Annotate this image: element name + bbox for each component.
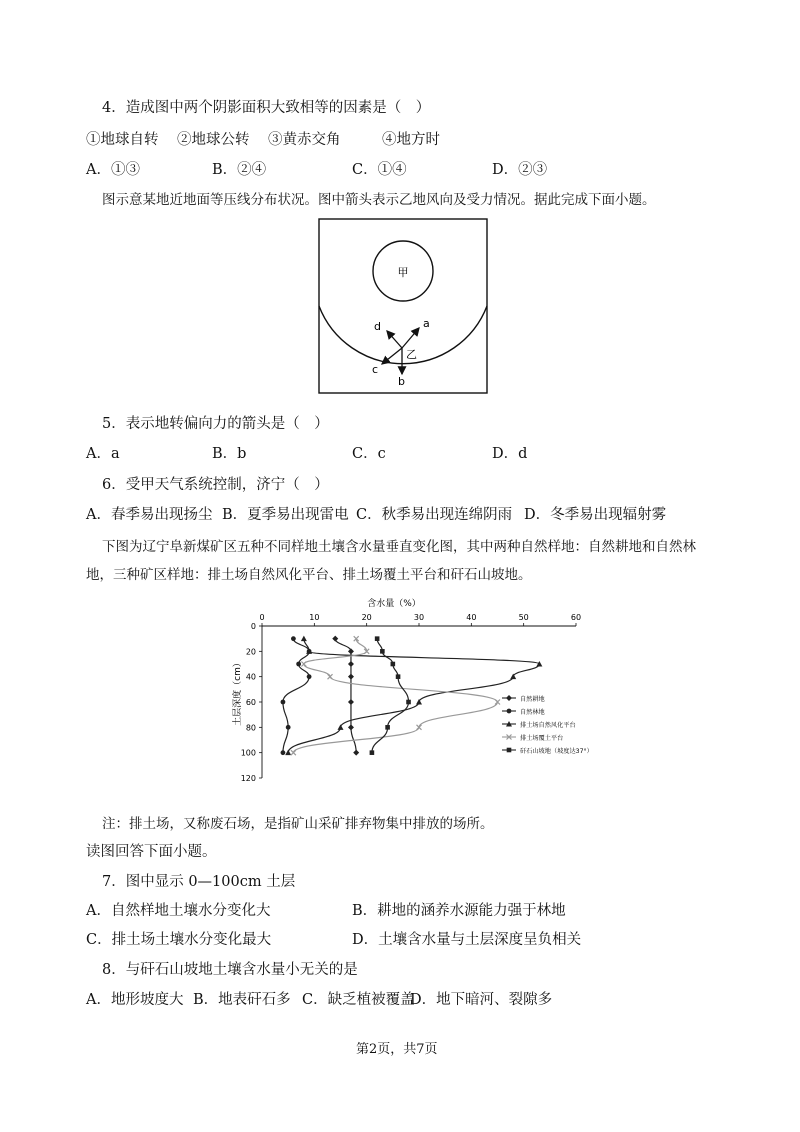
- y-tick-label: 80: [245, 723, 256, 733]
- q5-option-b: B．b: [212, 446, 247, 462]
- arrow-c: [382, 348, 402, 364]
- legend-label: 矸石山坡地（坡度达37°）: [520, 748, 593, 755]
- data-point: [370, 750, 375, 755]
- x-tick-label: 60: [570, 613, 582, 622]
- q7-stem: 7．图中显示 0—100cm 土层: [102, 874, 296, 890]
- x-tick-label: 50: [518, 613, 529, 622]
- data-point: [286, 725, 291, 730]
- q8-option-d: D．地下暗河、裂隙多: [410, 992, 553, 1008]
- chart-ylabel: 土层深度（cm）: [233, 658, 243, 726]
- label-a: a: [423, 317, 430, 330]
- y-tick-label: 120: [240, 774, 256, 783]
- q8-stem: 8．与矸石山坡地土壤含水量小无关的是: [102, 962, 358, 978]
- q8-option-c: C．缺乏植被覆盖: [302, 992, 415, 1008]
- legend-label: 排土场覆土平台: [520, 735, 564, 742]
- x-tick-label: 10: [309, 613, 320, 622]
- q6-option-b: B．夏季易出现雷电: [222, 507, 349, 523]
- data-point: [307, 674, 312, 679]
- q5-option-d: D．d: [492, 446, 528, 462]
- q4-stem: 4．造成图中两个阴影面积大致相等的因素是（ ）: [102, 100, 431, 116]
- arrow-d: [387, 331, 402, 348]
- q6-option-c: C．秋季易出现连绵阴雨: [356, 507, 513, 523]
- figure-frame: [319, 219, 487, 393]
- soil-moisture-chart: [222, 594, 594, 794]
- chart-background: [222, 594, 594, 794]
- label-b: b: [398, 375, 405, 388]
- legend-label: 排土场自然风化平台: [520, 722, 576, 729]
- legend-marker: [507, 748, 512, 753]
- data-point: [385, 725, 390, 730]
- label-d: d: [374, 320, 381, 333]
- intro-chart-line2: 地，三种矿区样地：排土场自然风化平台、排土场覆土平台和矸石山坡地。: [86, 567, 532, 583]
- q4-option-a: A．①③: [86, 162, 140, 178]
- q7-option-b: B．耕地的涵养水源能力强于林地: [352, 903, 566, 919]
- arrow-a: [402, 328, 419, 348]
- q4-factor-3: ③黄赤交角: [268, 132, 341, 148]
- q6-option-d: D．冬季易出现辐射雾: [524, 507, 667, 523]
- legend-label: 自然林地: [520, 709, 545, 716]
- x-tick-label: 0: [259, 613, 265, 622]
- data-point: [296, 662, 301, 667]
- legend-marker: [507, 709, 512, 714]
- q5-option-c: C．c: [352, 446, 386, 462]
- y-tick-label: 20: [245, 647, 256, 657]
- x-tick-label: 20: [361, 613, 372, 622]
- q7-option-c: C．排土场土壤水分变化最大: [86, 932, 272, 948]
- x-tick-label: 40: [466, 613, 477, 622]
- data-point: [375, 636, 380, 641]
- y-tick-label: 0: [250, 622, 256, 631]
- data-point: [281, 750, 286, 755]
- q4-option-d: D．②③: [492, 162, 548, 178]
- y-tick-label: 60: [245, 698, 256, 707]
- isobar-outer-arc: [319, 306, 487, 364]
- legend-label: 自然耕地: [520, 696, 545, 703]
- read-instruction: 读图回答下面小题。: [86, 844, 217, 860]
- q4-option-c: C．①④: [352, 162, 407, 178]
- isobar-figure: [318, 218, 488, 394]
- y-tick-label: 100: [240, 748, 256, 758]
- q4-factor-4: ④地方时: [382, 132, 440, 148]
- y-tick-label: 40: [245, 672, 256, 682]
- q6-option-a: A．春季易出现扬尘: [86, 507, 213, 523]
- data-point: [391, 662, 396, 667]
- q4-factor-2: ②地球公转: [177, 132, 250, 148]
- q4-factor-1: ①地球自转: [86, 132, 159, 148]
- q8-option-b: B．地表矸石多: [193, 992, 291, 1008]
- label-c: c: [372, 363, 379, 376]
- q8-option-a: A．地形坡度大: [86, 992, 184, 1008]
- chart-title: 含水量（%）: [367, 599, 421, 609]
- page-footer: 第2页，共7页: [356, 1042, 438, 1057]
- data-point: [406, 700, 411, 705]
- q5-stem: 5．表示地转偏向力的箭头是（ ）: [102, 416, 329, 432]
- q7-option-a: A．自然样地土壤水分变化大: [86, 903, 271, 919]
- data-point: [291, 636, 296, 641]
- label-jia: 甲: [397, 266, 409, 279]
- q5-option-a: A．a: [86, 446, 120, 462]
- data-point: [396, 674, 401, 679]
- note: 注：排土场，又称废石场，是指矿山采矿排弃物集中排放的场所。: [102, 816, 494, 832]
- q4-option-b: B．②④: [212, 162, 267, 178]
- label-yi: 乙: [406, 348, 417, 361]
- q6-stem: 6．受甲天气系统控制，济宁（ ）: [102, 477, 329, 493]
- x-tick-label: 30: [413, 613, 425, 622]
- intro-chart-line1: 下图为辽宁阜新煤矿区五种不同样地土壤含水量垂直变化图，其中两种自然样地：自然耕地和自然林: [102, 539, 696, 555]
- data-point: [380, 649, 385, 654]
- q7-option-d: D．土壤含水量与土层深度呈负相关: [352, 932, 582, 948]
- data-point: [281, 700, 286, 705]
- intro-isobar: 图示意某地近地面等压线分布状况。图中箭头表示乙地风向及受力情况。据此完成下面小题。: [102, 192, 656, 208]
